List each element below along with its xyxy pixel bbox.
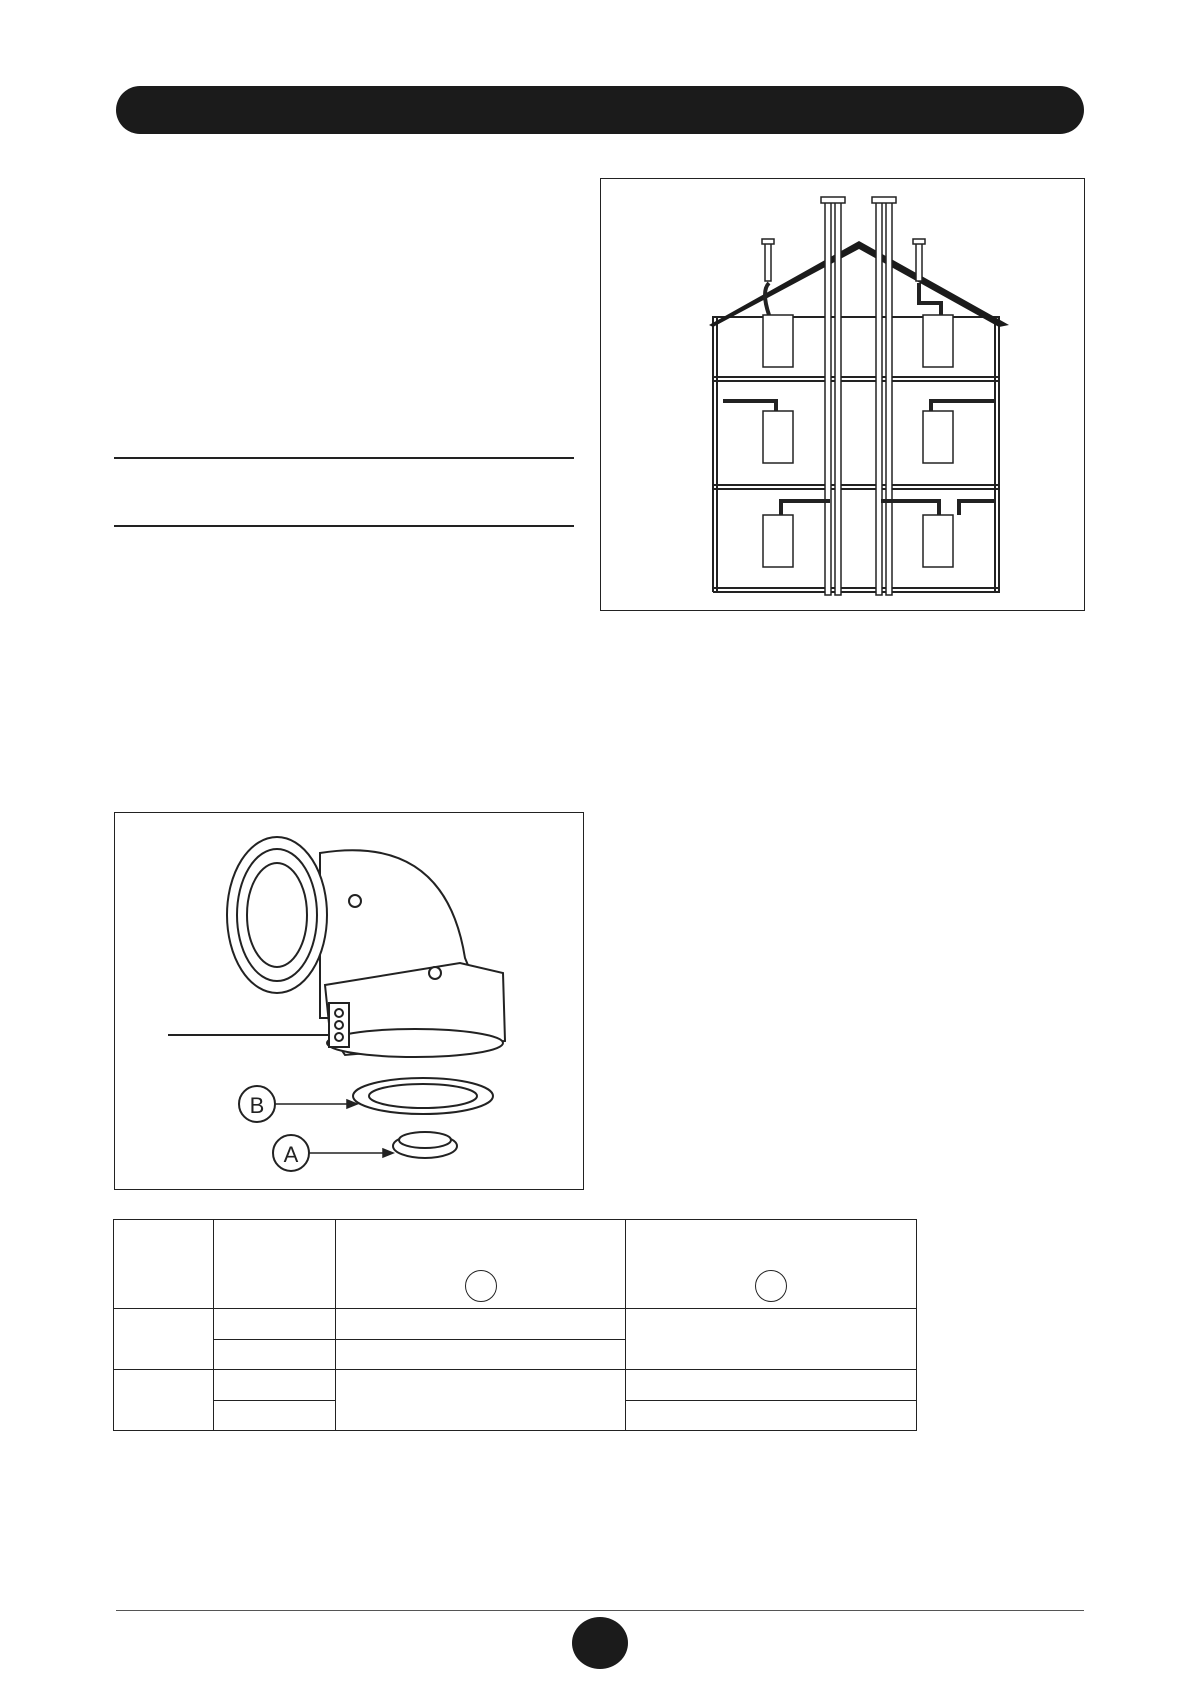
table-cell: [214, 1369, 336, 1400]
table-cell: [214, 1220, 336, 1309]
clamp-callout-line: [168, 1034, 328, 1036]
label-b: B: [249, 1093, 265, 1118]
table-cell: [114, 1220, 214, 1309]
building-flue-diagram: [600, 178, 1085, 611]
table-header-row: [114, 1220, 917, 1309]
divider-top: [114, 457, 574, 459]
table-cell: [114, 1369, 214, 1430]
circle-marker: [465, 1270, 497, 1302]
table-cell: [114, 1309, 214, 1369]
label-a: A: [283, 1142, 299, 1167]
divider-bottom: [114, 525, 574, 527]
table-cell: [214, 1309, 336, 1339]
table-cell: [336, 1339, 626, 1369]
table-cell: [214, 1339, 336, 1369]
table-cell: [626, 1309, 917, 1369]
page-number-badge: [572, 1617, 628, 1669]
table-cell: [214, 1400, 336, 1430]
circle-marker: [755, 1270, 787, 1302]
flue-elbow-icon: [115, 813, 585, 1191]
building-cross-section-icon: [601, 179, 1086, 612]
table-row: [114, 1369, 917, 1400]
table-cell: [336, 1220, 626, 1309]
footer-divider: [116, 1610, 1084, 1611]
section-title-bar: [116, 86, 1084, 134]
table-cell: [626, 1400, 917, 1430]
table-cell: [626, 1369, 917, 1400]
table-cell: [626, 1220, 917, 1309]
table-cell: [336, 1369, 626, 1430]
table-cell: [336, 1309, 626, 1339]
spec-table: [113, 1219, 917, 1431]
table-row: [114, 1309, 917, 1339]
flue-elbow-diagram: [114, 812, 584, 1190]
